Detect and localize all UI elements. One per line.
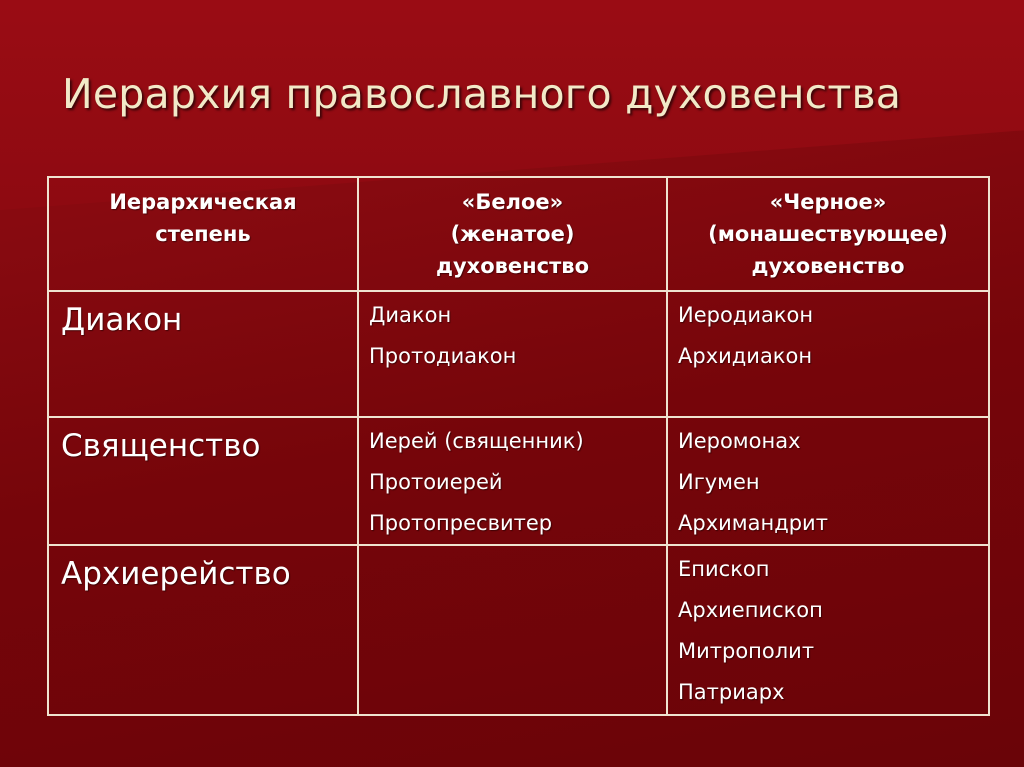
- rank-item: Митрополит: [678, 639, 815, 663]
- rank-item: Архимандрит: [678, 511, 828, 535]
- white-clergy-cell: [358, 291, 667, 417]
- black-clergy-cell: [667, 291, 989, 417]
- black-clergy-cell: [667, 417, 989, 545]
- header-line: духовенство: [436, 254, 589, 278]
- table-row: [48, 417, 989, 545]
- rank-item: Архиепископ: [678, 598, 823, 622]
- rank-item: Епископ: [678, 557, 770, 581]
- rank-item: Протоиерей: [369, 470, 503, 494]
- header-line: «Белое»: [461, 190, 564, 214]
- rank-item: Иерей (священник): [369, 429, 584, 453]
- level-cell: Священство: [48, 417, 358, 545]
- hierarchy-table: [47, 176, 990, 716]
- table-header-row: [48, 177, 989, 291]
- table-row: [48, 545, 989, 715]
- header-hierarchy-level: [48, 177, 358, 291]
- level-cell: Диакон: [48, 291, 358, 417]
- level-cell: Архиерейство: [48, 545, 358, 715]
- header-line: степень: [155, 222, 251, 246]
- rank-item: Протопресвитер: [369, 511, 553, 535]
- slide-title: Иерархия православного духовенства: [62, 70, 902, 118]
- rank-item: Иеромонах: [678, 429, 801, 453]
- rank-item: Протодиакон: [369, 344, 517, 368]
- rank-item: Диакон: [369, 303, 452, 327]
- header-line: «Черное»: [769, 190, 887, 214]
- header-line: (женатое): [450, 222, 575, 246]
- header-white-clergy: [358, 177, 667, 291]
- rank-item: Патриарх: [678, 680, 785, 704]
- rank-item: Игумен: [678, 470, 760, 494]
- header-line: Иерархическая: [109, 190, 297, 214]
- rank-item: Иеродиакон: [678, 303, 814, 327]
- black-clergy-cell: [667, 545, 989, 715]
- rank-item: Архидиакон: [678, 344, 813, 368]
- white-clergy-cell: [358, 545, 667, 715]
- table-row: [48, 291, 989, 417]
- header-line: духовенство: [751, 254, 905, 278]
- header-black-clergy: [667, 177, 989, 291]
- white-clergy-cell: [358, 417, 667, 545]
- header-line: (монашествующее): [708, 222, 948, 246]
